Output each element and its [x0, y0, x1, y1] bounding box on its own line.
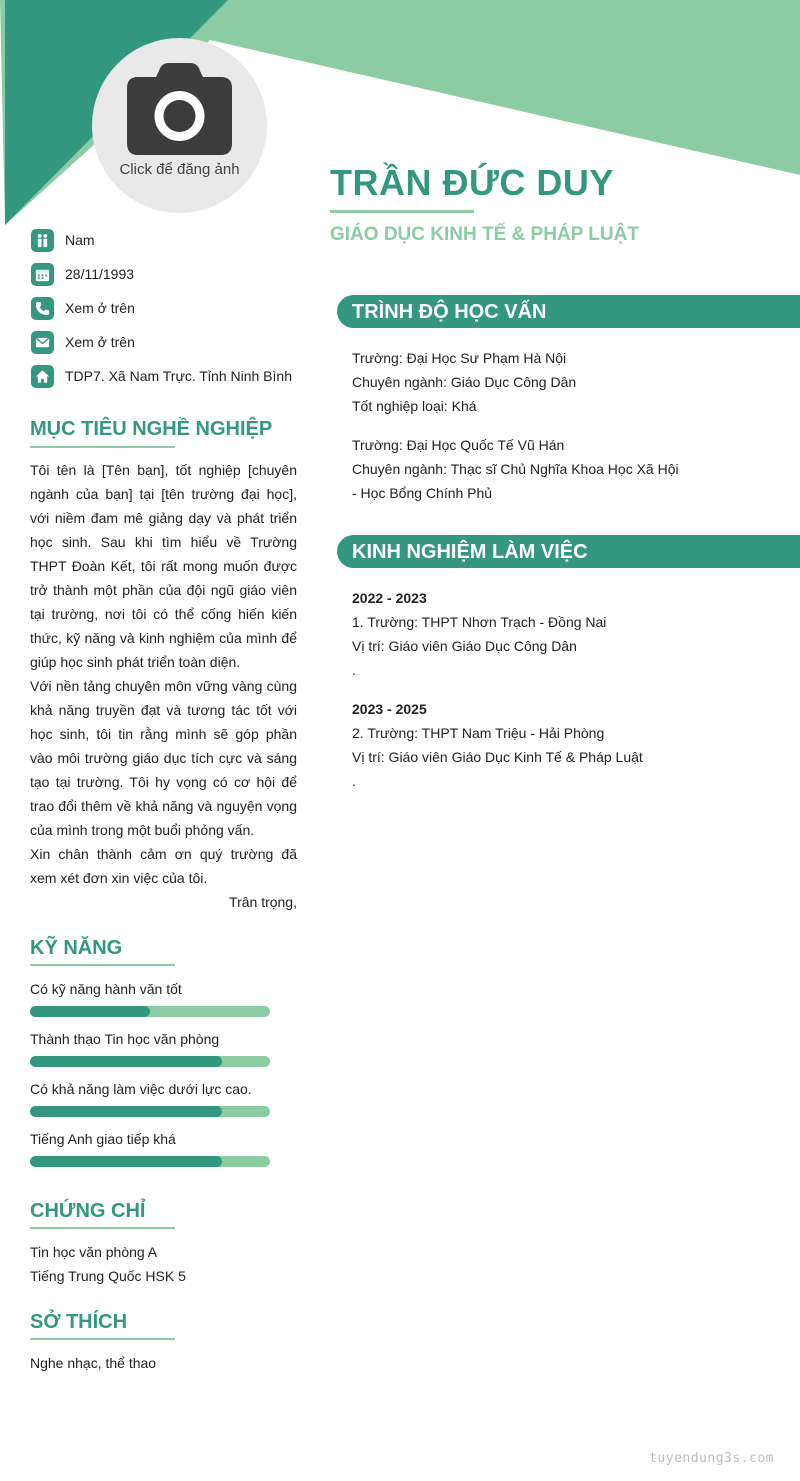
skill-label: Có khả năng làm việc dưới lực cao.: [30, 1081, 252, 1097]
objective-paragraph: Tôi tên là [Tên bạn], tốt nghiệp [chuyên ngành của bạn] tại [tên trường đại học], với niềm đam mê giảng dạy và phát triển học sinh. Sau khi tìm hiểu về Trường THPT Đoàn Kết, tôi rất mong muốn được trở thành một phần của đội ngũ giáo viên tại trường, nơi tôi có thể cống hiến kiến thức, kỹ năng và kinh nghiệm của mình để giúp học sinh phát triển toàn diện.: [30, 462, 297, 670]
objective-closing: Trân trọng,: [229, 894, 297, 910]
certificate-item: Tiếng Trung Quốc HSK 5: [30, 1268, 186, 1284]
education-line: Chuyên ngành: Thạc sĩ Chủ Nghĩa Khoa Học Xã Hội: [352, 461, 679, 477]
skills-heading: KỸ NĂNG: [30, 937, 123, 959]
certificates-underline: [30, 1227, 175, 1229]
contact-email: [31, 325, 321, 359]
job-title: GIÁO DỤC KINH TẾ & PHÁP LUẬT: [330, 224, 639, 245]
experience-heading: KINH NGHIỆM LÀM VIỆC: [352, 541, 588, 563]
experience-period: 2022 - 2023: [352, 590, 427, 606]
objective-paragraph: Xin chân thành cảm ơn quý trường đã xem xét đơn xin việc của tôi.: [30, 846, 297, 886]
home-icon: [31, 365, 54, 388]
objective-underline: [30, 446, 175, 448]
objective-heading: MỤC TIÊU NGHỀ NGHIỆP: [30, 418, 273, 440]
calendar-icon: [31, 263, 54, 286]
certificates-heading: CHỨNG CHỈ: [30, 1200, 146, 1222]
hobbies-heading: SỞ THÍCH: [30, 1311, 128, 1333]
contact-birthday: [31, 257, 321, 291]
experience-header: [337, 535, 800, 568]
avatar-upload[interactable]: [92, 38, 267, 213]
birthday-text: 28/11/1993: [65, 266, 135, 282]
experience-note: .: [352, 662, 356, 678]
experience-school: 1. Trường: THPT Nhơn Trạch - Đồng Nai: [352, 614, 607, 630]
watermark: tuyendung3s.com: [649, 1451, 774, 1466]
skill-bar-fill: [30, 1106, 222, 1117]
contact-list: [31, 223, 321, 393]
phone-icon: [31, 297, 54, 320]
education-line: Trường: Đại Học Sư Phạm Hà Nội: [352, 350, 567, 366]
experience-note: .: [352, 773, 356, 789]
skill-label: Tiếng Anh giao tiếp khá: [30, 1131, 176, 1147]
certificate-item: Tin học văn phòng A: [30, 1244, 158, 1260]
education-line: Trường: Đại Học Quốc Tế Vũ Hán: [352, 437, 565, 453]
skill-label: Có kỹ năng hành văn tốt: [30, 981, 182, 997]
skill-bar-fill: [30, 1156, 222, 1167]
email-text[interactable]: Xem ở trên: [65, 334, 135, 350]
education-heading: TRÌNH ĐỘ HỌC VẤN: [352, 301, 547, 323]
skill-bar-fill: [30, 1056, 222, 1067]
experience-role: Vị trí: Giáo viên Giáo Dục Công Dân: [352, 638, 577, 654]
experience-role: Vị trí: Giáo viên Giáo Dục Kinh Tế & Pháp Luật: [352, 749, 643, 765]
contact-phone: [31, 291, 321, 325]
skill-bar: [30, 1156, 270, 1167]
skill-bar-fill: [30, 1006, 150, 1017]
contact-gender: [31, 223, 321, 257]
skill-bar: [30, 1056, 270, 1067]
education-line: - Học Bổng Chính Phủ: [352, 485, 493, 501]
skill-bar: [30, 1006, 270, 1017]
skill-bar: [30, 1106, 270, 1117]
name-underline: [330, 210, 474, 213]
gender-icon: [31, 229, 54, 252]
skills-underline: [30, 964, 175, 966]
objective-text: [30, 458, 297, 890]
objective-paragraph: Với nền tảng chuyên môn vững vàng cùng khả năng truyền đạt và tương tác tốt với học sinh, tôi tin rằng mình sẽ góp phần vào môi trường giáo dục tích cực và sáng tạo tại trường. Tôi hy vọng có cơ hội để trao đổi thêm về khả năng và nguyện vọng của mình trong một buổi phỏng vấn.: [30, 678, 297, 838]
email-icon: [31, 331, 54, 354]
address-text: TDP7. Xã Nam Trực. Tỉnh Ninh Bình: [65, 368, 292, 384]
experience-school: 2. Trường: THPT Nam Triệu - Hải Phòng: [352, 725, 605, 741]
candidate-name: TRẦN ĐỨC DUY: [330, 162, 614, 203]
gender-text: Nam: [65, 232, 95, 248]
skill-label: Thành thạo Tin học văn phòng: [30, 1031, 220, 1047]
education-line: Chuyên ngành: Giáo Dục Công Dân: [352, 374, 577, 390]
hobbies-text: Nghe nhạc, thể thao: [30, 1355, 157, 1371]
education-line: Tốt nghiệp loại: Khá: [352, 398, 477, 414]
education-header: [337, 295, 800, 328]
hobbies-underline: [30, 1338, 175, 1340]
experience-period: 2023 - 2025: [352, 701, 427, 717]
camera-icon: [127, 63, 232, 155]
avatar-label: Click để đăng ảnh: [119, 161, 240, 178]
phone-text[interactable]: Xem ở trên: [65, 300, 135, 316]
contact-address: [31, 359, 321, 393]
